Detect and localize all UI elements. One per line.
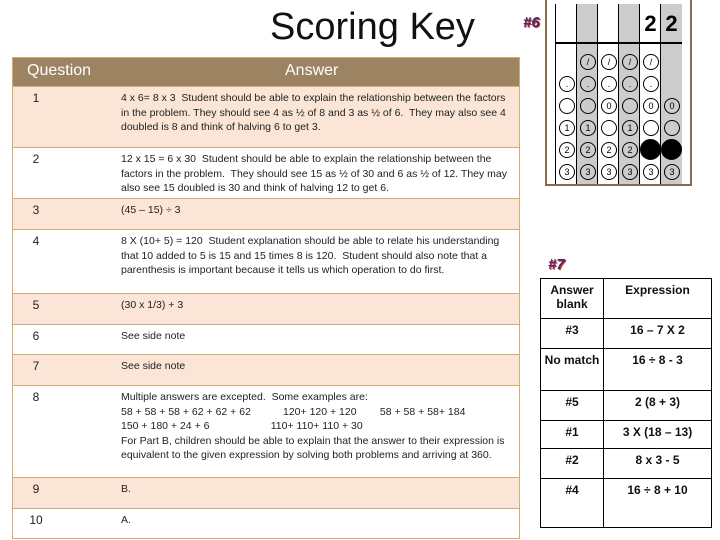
answer-bubble[interactable]: .: [643, 76, 659, 92]
grid-digit: [577, 4, 598, 44]
answer-blank: No match: [541, 349, 604, 391]
table-row: [13, 385, 519, 477]
question-number: 7: [32, 359, 40, 373]
answer-bubble[interactable]: 0: [664, 98, 680, 114]
answer-blank: #1: [541, 421, 604, 449]
answer-bubble[interactable]: [640, 139, 661, 160]
answer-bubble[interactable]: 3: [643, 164, 659, 180]
answer-bubble[interactable]: [580, 98, 596, 114]
match-table: [540, 278, 712, 528]
table-row: [13, 324, 519, 354]
table-row: [541, 449, 712, 479]
grid-digit: [598, 4, 619, 44]
answer-text: 8 X (10+ 5) = 120 Student explanation should be able to relate his understanding that 10 added to 5 is 15 and 15 times 8 is 120. Student should also note that a parenthesis is important because it tells us which operation to do first.: [121, 235, 503, 276]
grid-digit: [619, 4, 640, 44]
table-row: [541, 391, 712, 421]
table-row: [541, 479, 712, 528]
answer-text: 12 x 15 = 6 x 30 Student should be able to explain the relationship between the factors in the problem. They should see 15 as ½ of 30 and 6 as ½ of 12. They may also see 15 doubled is 30 and think of halving 12 to get 6.: [121, 153, 510, 194]
table-row: [541, 319, 712, 349]
table-row: [13, 147, 519, 198]
grid-column: [597, 4, 619, 186]
answer-bubble[interactable]: 3: [580, 164, 596, 180]
question-number: 10: [29, 513, 43, 527]
answer-bubble[interactable]: .: [559, 76, 575, 92]
table-row: [13, 508, 519, 538]
question-number: 6: [32, 329, 40, 343]
answer-bubble[interactable]: 0: [601, 98, 617, 114]
answer-blank: #5: [541, 391, 604, 421]
answer-bubble[interactable]: 3: [622, 164, 638, 180]
expression: 16 ÷ 8 + 10: [604, 479, 712, 528]
question-number: 4: [32, 234, 40, 248]
answer-bubble[interactable]: /: [643, 54, 659, 70]
table-row: [13, 86, 519, 147]
answer-bubble[interactable]: 2: [580, 142, 596, 158]
question-number: 8: [32, 390, 40, 404]
table-row: [13, 354, 519, 385]
answer-bubble[interactable]: [664, 120, 680, 136]
answer-bubble[interactable]: .: [622, 76, 638, 92]
answer-bubble-grid: [545, 0, 692, 186]
expression: 8 x 3 - 5: [604, 449, 712, 479]
question-number: 2: [32, 152, 40, 166]
answer-bubble[interactable]: [643, 120, 659, 136]
answer-bubble[interactable]: 2: [622, 142, 638, 158]
answer-bubble[interactable]: [622, 98, 638, 114]
table-row: [13, 229, 519, 293]
answer-bubble[interactable]: 1: [622, 120, 638, 136]
answer-blank: #3: [541, 319, 604, 349]
grid-digit: 2: [661, 4, 682, 44]
answer-text: (30 x 1/3) + 3: [121, 299, 184, 311]
question-7-tag: #7: [548, 256, 565, 273]
question-header: Question: [27, 62, 92, 79]
table-row: [541, 421, 712, 449]
expression-header: Expression: [604, 279, 712, 319]
answer-bubble[interactable]: [601, 120, 617, 136]
grid-column: [555, 4, 577, 186]
answer-blank: #2: [541, 449, 604, 479]
answer-text: See side note: [121, 330, 186, 342]
expression: 3 X (18 – 13): [604, 421, 712, 449]
answer-bubble[interactable]: 2: [601, 142, 617, 158]
answer-bubble[interactable]: 0: [643, 98, 659, 114]
expression: 16 – 7 X 2: [604, 319, 712, 349]
page-title: Scoring Key: [270, 6, 475, 48]
grid-digit: [556, 4, 577, 44]
table-header: [13, 58, 519, 86]
grid-digit: 2: [640, 4, 661, 44]
answer-text: (45 – 15) ÷ 3: [121, 204, 181, 216]
table-row: [541, 349, 712, 391]
answer-bubble[interactable]: 3: [559, 164, 575, 180]
grid-column: [576, 4, 598, 186]
expression: 16 ÷ 8 - 3: [604, 349, 712, 391]
table-row: [13, 198, 519, 229]
grid-column: [639, 4, 661, 186]
grid-column: [618, 4, 640, 186]
answer-bubble[interactable]: 3: [664, 164, 680, 180]
answer-bubble[interactable]: [559, 98, 575, 114]
question-6-tag: #6: [523, 14, 540, 31]
expression: 2 (8 + 3): [604, 391, 712, 421]
answer-bubble[interactable]: [661, 139, 682, 160]
answer-header: Answer: [285, 62, 339, 79]
answer-bubble[interactable]: 1: [580, 120, 596, 136]
answer-bubble[interactable]: /: [622, 54, 638, 70]
table-row: [13, 293, 519, 324]
answer-bubble[interactable]: 1: [559, 120, 575, 136]
answer-text: A.: [121, 514, 131, 526]
answer-text: Multiple answers are excepted. Some examples are: 58 + 58 + 58 + 62 + 62 + 62 120+ 120 + 120 58 + 58 + 58+ 184 150 + 180 + 24 + 6 110+ 110+ 110 + 30 For Part B, children should be able to explain that the answer to their expression is equivalent to the given expression by solving both problems and arriving at 360.: [121, 391, 505, 461]
answer-bubble[interactable]: 2: [559, 142, 575, 158]
answer-bubble[interactable]: /: [601, 54, 617, 70]
answer-text: B.: [121, 483, 131, 495]
question-number: 3: [32, 203, 40, 217]
grid-column: [660, 4, 682, 186]
answer-text: 4 x 6= 8 x 3 Student should be able to explain the relationship between the factors in the problem. They should see 4 as ½ of 8 and 3 as ½ of 6. They may also see 4 doubled is 8 and think of halving 6 to get 3.: [121, 92, 509, 133]
answer-bubble[interactable]: /: [580, 54, 596, 70]
answer-bubble[interactable]: .: [601, 76, 617, 92]
answer-blank-header: Answer blank: [541, 279, 604, 319]
table-row: [13, 477, 519, 508]
answer-text: See side note: [121, 360, 186, 372]
question-number: 1: [32, 91, 40, 105]
answer-bubble[interactable]: .: [580, 76, 596, 92]
question-number: 9: [32, 482, 40, 496]
answer-bubble[interactable]: 3: [601, 164, 617, 180]
scoring-key-table: [12, 57, 520, 539]
question-number: 5: [32, 298, 40, 312]
answer-blank: #4: [541, 479, 604, 528]
